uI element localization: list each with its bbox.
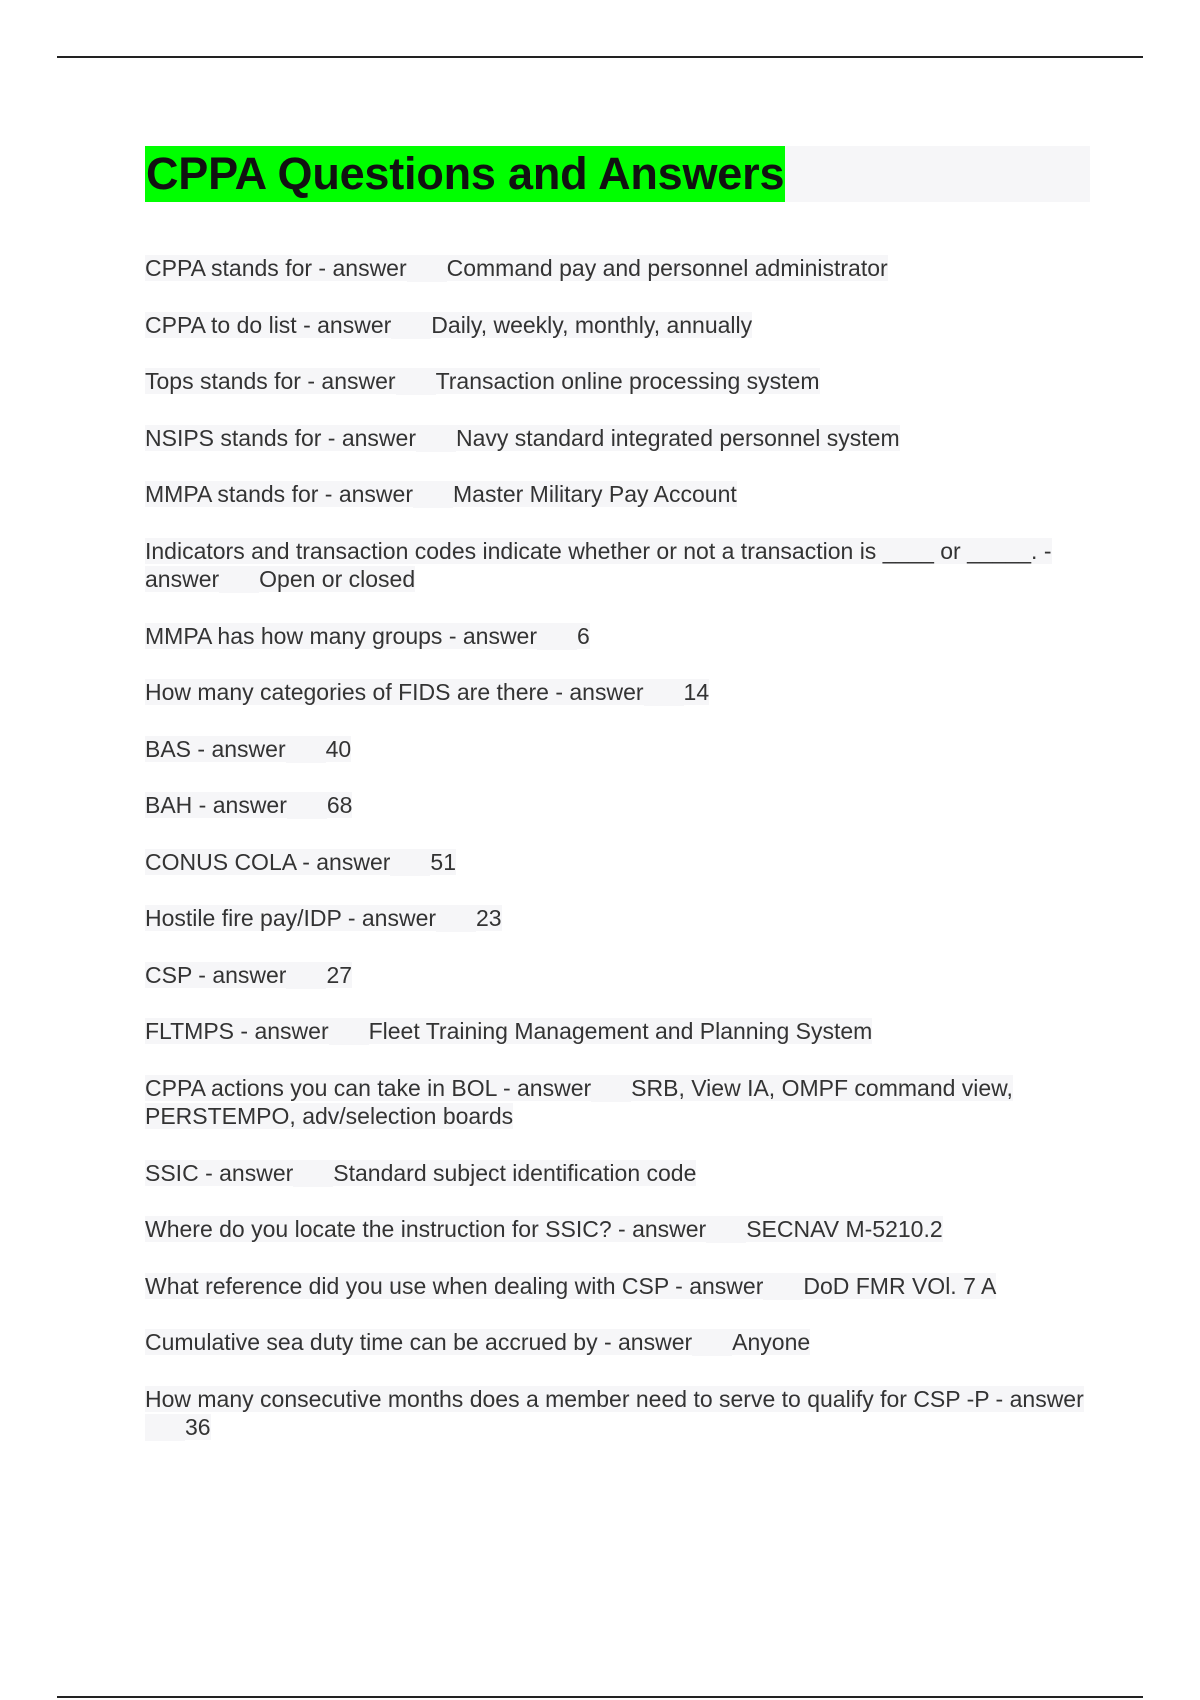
qa-item <box>145 311 1090 340</box>
answer-separator <box>286 962 326 989</box>
question-text: How many categories of FIDS are there - answer <box>145 679 644 705</box>
answer-separator <box>692 1329 732 1356</box>
qa-item <box>145 1272 1090 1301</box>
answer-text: Transaction online processing system <box>435 368 820 394</box>
qa-item <box>145 735 1090 764</box>
answer-text: Navy standard integrated personnel system <box>456 424 900 451</box>
qa-item <box>145 480 1090 509</box>
qa-item <box>145 367 1090 396</box>
answer-separator <box>391 312 431 339</box>
answer-separator <box>706 1216 746 1243</box>
document-body <box>145 146 1090 1470</box>
qa-item <box>145 904 1090 933</box>
qa-item <box>145 254 1090 283</box>
question-text: Indicators and transaction codes indicate whether or not a transaction is ____ or _____. - answer <box>145 537 1052 592</box>
qa-item <box>145 848 1090 877</box>
question-text: What reference did you use when dealing with CSP - answer <box>145 1272 764 1299</box>
question-text: BAH - answer <box>145 792 287 818</box>
question-text: NSIPS stands for - answer <box>145 424 416 451</box>
answer-text: SRB, View IA, OMPF command view, PERSTEMPO, adv/selection boards <box>145 1074 1013 1129</box>
answer-text: Command pay and personnel administrator <box>446 255 888 281</box>
qa-item <box>145 424 1090 453</box>
qa-item <box>145 1017 1090 1046</box>
answer-text: Anyone <box>732 1329 811 1355</box>
answer-text: Master Military Pay Account <box>453 481 737 507</box>
qa-item <box>145 537 1090 594</box>
answer-separator <box>396 368 436 395</box>
title-bar <box>145 146 1090 202</box>
question-text: SSIC - answer <box>145 1159 294 1186</box>
qa-list <box>145 254 1090 1442</box>
answer-text: 40 <box>325 735 352 762</box>
question-text: CPPA to do list - answer <box>145 311 392 338</box>
bottom-rule <box>57 1696 1143 1698</box>
answer-text: Fleet Training Management and Planning System <box>368 1018 873 1044</box>
question-text: BAS - answer <box>145 735 286 762</box>
answer-text: Standard subject identification code <box>333 1159 697 1186</box>
answer-separator <box>390 849 430 876</box>
qa-item <box>145 791 1090 820</box>
answer-text: 68 <box>326 792 353 818</box>
answer-text: 27 <box>326 961 353 988</box>
answer-separator <box>416 425 456 452</box>
answer-text: 36 <box>185 1414 211 1440</box>
answer-separator <box>591 1075 631 1102</box>
question-text: CPPA actions you can take in BOL - answer <box>145 1074 592 1101</box>
question-text: MMPA has how many groups - answer <box>145 622 538 649</box>
answer-separator <box>413 481 453 508</box>
question-text: Hostile fire pay/IDP - answer <box>145 905 437 931</box>
answer-separator <box>763 1273 803 1300</box>
answer-text: DoD FMR VOl. 7 A <box>803 1272 997 1299</box>
question-text: CONUS COLA - answer <box>145 848 391 875</box>
answer-text: 51 <box>430 848 456 875</box>
answer-separator <box>329 1018 369 1045</box>
question-text: CSP - answer <box>145 961 287 988</box>
answer-text: 23 <box>476 905 502 931</box>
qa-item <box>145 1385 1090 1442</box>
answer-separator <box>219 566 259 593</box>
question-text: Cumulative sea duty time can be accrued by - answer <box>145 1329 693 1355</box>
qa-item <box>145 1074 1090 1131</box>
qa-item <box>145 961 1090 990</box>
answer-separator <box>286 736 326 763</box>
answer-text: 6 <box>577 622 590 649</box>
answer-text: 14 <box>683 679 710 705</box>
answer-separator <box>436 905 476 932</box>
answer-separator <box>293 1160 333 1187</box>
qa-item <box>145 622 1090 651</box>
question-text: MMPA stands for - answer <box>145 481 413 507</box>
qa-item <box>145 1328 1090 1357</box>
answer-text: SECNAV M-5210.2 <box>746 1216 943 1242</box>
question-text: Where do you locate the instruction for SSIC? - answer <box>145 1216 707 1242</box>
answer-separator <box>145 1414 185 1441</box>
question-text: CPPA stands for - answer <box>145 255 407 281</box>
top-rule <box>57 56 1143 58</box>
qa-item <box>145 678 1090 707</box>
qa-item <box>145 1215 1090 1244</box>
answer-separator <box>644 679 684 706</box>
answer-separator <box>537 623 577 650</box>
answer-separator <box>287 792 327 819</box>
question-text: How many consecutive months does a member need to serve to qualify for CSP -P - answer <box>145 1385 1084 1412</box>
qa-item <box>145 1159 1090 1188</box>
question-text: Tops stands for - answer <box>145 368 396 394</box>
answer-text: Open or closed <box>259 566 416 592</box>
question-text: FLTMPS - answer <box>145 1018 329 1044</box>
answer-separator <box>407 255 447 282</box>
document-title: CPPA Questions and Answers <box>145 146 785 202</box>
answer-text: Daily, weekly, monthly, annually <box>431 311 753 338</box>
